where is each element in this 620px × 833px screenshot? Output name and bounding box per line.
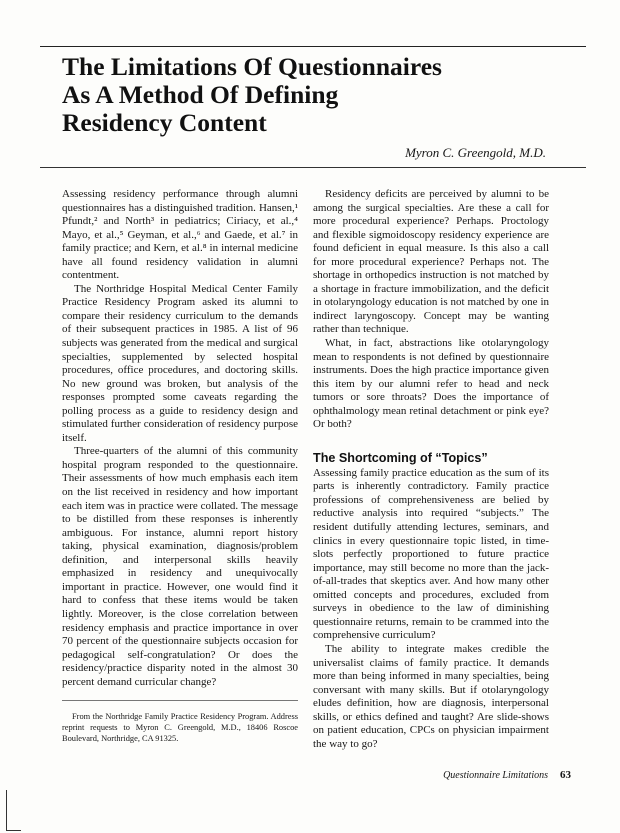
body-paragraph: Three-quarters of the alumni of this community hospital program responded to the questionnaire. Their assessments of how much emphasis each item on the list received in residency and how important each item was in practice were collated. The message to be distilled from these responses is inherently ambiguous. For instance, alumni report history taking, physical examination, diagnosis/problem definition, and interpersonal skills heavily emphasized in residency and unequivocally important in practice. However, one would find it hard to confess that these items would be taken lightly. Moreover, is the close correlation between residency emphasis and practice importance in over 70 percent of the questionnaire subjects occasion for pedagogical self-congratulation? Or does the residency/practice disparity noted in the almost 30 percent demand curricular change? [62, 445, 298, 688]
byline-rule [40, 167, 586, 168]
footnote [62, 711, 298, 744]
body-paragraph: What, in fact, abstractions like otolaryngology mean to respondents is not defined by questionnaire instruments. Does the high practice importance given this item by our alumni refer to head and neck tumors or sore throats? Does the importance of ophthalmology mean retinal detachment or pink eye? Or both? [313, 337, 549, 431]
running-head: Questionnaire Limitations [443, 770, 548, 781]
body-paragraph: Assessing residency performance through alumni questionnaires has a distinguished tradition. Hansen,¹ Pfundt,² and North³ in pediatrics; Ciriacy, et al.,⁴ Mayo, et al.,⁵ Geyman, et al.,⁶ and Gaede, et al.⁷ in family practice; and Kern, et al.⁸ in internal medicine have all found residency validation in alumni contentment. [62, 188, 298, 282]
body-paragraph: The Northridge Hospital Medical Center Family Practice Residency Program asked its alumni to compare their residency curriculum to the demands of their subsequent practices in 1985. A list of 96 subjects was generated from the medical and surgical specialties, supplemented by selected hospital procedures, office procedures, and doctoring skills. No new ground was broken, but analysis of the responses prompted some caveats regarding the polling process as a guide to residency design and stimulated further consideration of residency purpose itself. [62, 282, 298, 444]
right-column [313, 188, 549, 751]
section-heading: The Shortcoming of “Topics” [313, 450, 488, 465]
body-paragraph: The ability to integrate makes credible the universalist claims of family practice. It demands more than being informed in many specialties, being conversant with many skills. But if otolaryngology eludes definition, how are diagnosis, interpersonal skills, or ethics defined and taught? Are slide-shows on patient education, CPCs on physician impairment the way to go? [313, 642, 549, 750]
title-line-2: As A Method Of Defining [62, 80, 339, 109]
footnote-text: From the Northridge Family Practice Residency Program. Address reprint requests to Myron C. Greengold, M.D., 18406 Roscoe Boulevard, Northridge, CA 91325. [62, 712, 298, 743]
left-column [62, 188, 298, 689]
binding-mark [6, 790, 21, 831]
article-title [62, 53, 562, 137]
body-paragraph: Residency deficits are perceived by alumni to be among the surgical specialties. Are these a call for more procedural experience? Perhaps. Proctology and flexible sigmoidoscopy residency experience are found deficient in equal measure. Is this also a call for more procedural experience? Perhaps not. The shortage in orthopedics instruction is not matched by a shortage in fracture immobilization, and the deficit in otolaryngology education is not matched by one in indirect laryngoscopy. Concept may be wanting rather than technique. [313, 188, 549, 336]
body-paragraph: Assessing family practice education as the sum of its parts is inherently contradictory. Family practice professions of comprehensiveness are belied by reductive analysis into required “subjects.” The resident dutifully attending lectures, seminars, and clinics in every questionnaire topic listed, in time-slots perfectly proportioned to future practice importance, may still become no more than the jack-of-all-trades that skeptics aver. And how many other omitted concepts and procedures, excluded from surveys in obedience to the law of diminishing questionnaire returns, remain to be crammed into the comprehensive curriculum? [313, 466, 549, 642]
author-byline: Myron C. Greengold, M.D. [405, 145, 546, 160]
page-number: 63 [560, 769, 571, 781]
title-line-1: The Limitations Of Questionnaires [62, 52, 442, 81]
top-rule [40, 46, 586, 47]
footnote-rule [62, 700, 298, 701]
title-line-3: Residency Content [62, 108, 267, 137]
